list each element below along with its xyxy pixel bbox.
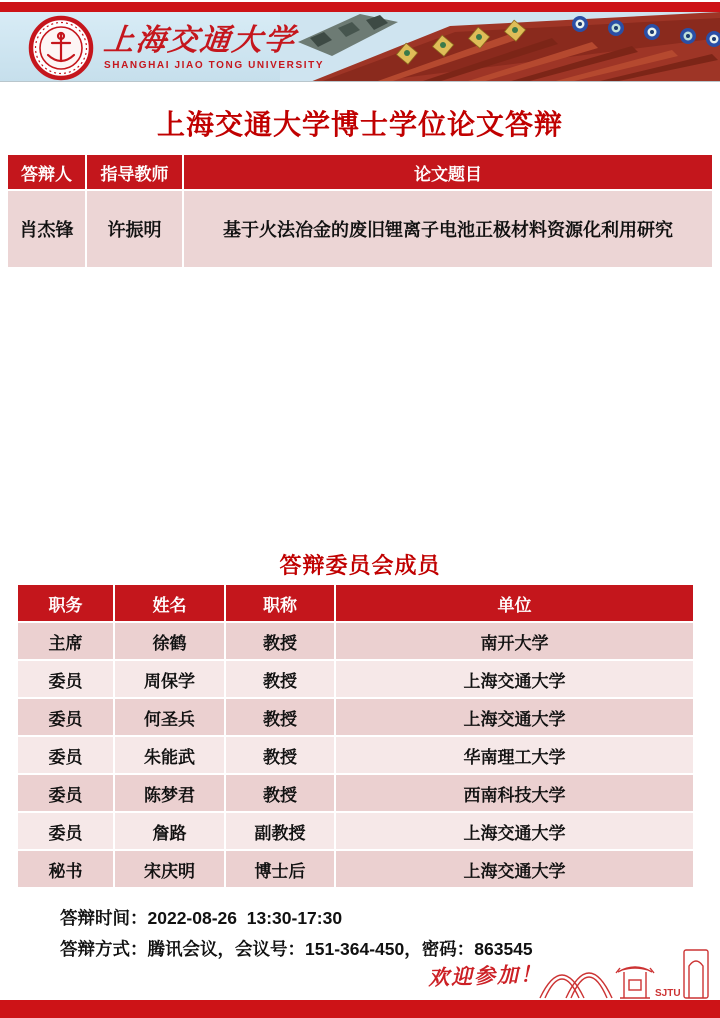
member-role: 委员	[18, 775, 113, 811]
thesis-header-advisor: 指导教师	[87, 155, 182, 189]
member-role: 委员	[18, 661, 113, 697]
welcome-text: 欢迎参加！	[427, 961, 544, 990]
member-role: 委员	[18, 813, 113, 849]
member-title: 教授	[226, 699, 334, 735]
member-name: 宋庆明	[115, 851, 224, 887]
bottom-red-bar	[0, 1000, 720, 1018]
university-logo	[28, 15, 324, 81]
member-name: 朱能武	[115, 737, 224, 773]
header-banner	[0, 12, 720, 82]
member-affiliation: 上海交通大学	[336, 813, 693, 849]
defense-info	[60, 903, 533, 965]
sjtu-landmarks-icon	[536, 946, 714, 1000]
thesis-header-candidate: 答辩人	[8, 155, 85, 189]
page-title: 上海交通大学博士学位论文答辩	[156, 109, 563, 140]
sjtu-seal-icon	[28, 15, 94, 81]
member-affiliation: 上海交通大学	[336, 661, 693, 697]
member-name: 周保学	[115, 661, 224, 697]
thesis-table	[8, 155, 712, 267]
member-name: 徐鹤	[115, 623, 224, 659]
university-name-en: SHANGHAI JIAO TONG UNIVERSITY	[104, 60, 325, 71]
top-red-bar	[0, 2, 720, 12]
member-title: 教授	[226, 623, 334, 659]
committee-header-title: 职称	[226, 585, 334, 621]
committee-header-name: 姓名	[115, 585, 224, 621]
member-affiliation: 上海交通大学	[336, 851, 693, 887]
committee-section-title: 答辩委员会成员	[279, 553, 441, 578]
advisor-name: 许振明	[87, 191, 182, 267]
committee-header-role: 职务	[18, 585, 113, 621]
committee-table	[18, 585, 693, 887]
member-name: 何圣兵	[115, 699, 224, 735]
defense-method: 答辩方式：腾讯会议，会议号：151-364-450，密码：863545	[60, 939, 533, 959]
member-affiliation: 上海交通大学	[336, 699, 693, 735]
member-role: 主席	[18, 623, 113, 659]
university-name-cn: 上海交通大学	[102, 23, 298, 58]
member-role: 秘书	[18, 851, 113, 887]
thesis-title: 基于火法冶金的废旧锂离子电池正极材料资源化利用研究	[184, 191, 712, 267]
member-role: 委员	[18, 737, 113, 773]
member-name: 詹路	[115, 813, 224, 849]
member-role: 委员	[18, 699, 113, 735]
member-affiliation: 南开大学	[336, 623, 693, 659]
defense-time: 答辩时间：2022-08-26 13:30-17:30	[60, 908, 343, 928]
member-affiliation: 华南理工大学	[336, 737, 693, 773]
member-title: 教授	[226, 737, 334, 773]
temple-roof-photo	[280, 12, 720, 82]
thesis-header-title: 论文题目	[184, 155, 712, 189]
member-title: 教授	[226, 661, 334, 697]
member-title: 副教授	[226, 813, 334, 849]
member-title: 教授	[226, 775, 334, 811]
member-affiliation: 西南科技大学	[336, 775, 693, 811]
svg-text:SJTU: SJTU	[655, 988, 681, 999]
candidate-name: 肖杰锋	[8, 191, 85, 267]
member-name: 陈梦君	[115, 775, 224, 811]
committee-header-affiliation: 单位	[336, 585, 693, 621]
member-title: 博士后	[226, 851, 334, 887]
